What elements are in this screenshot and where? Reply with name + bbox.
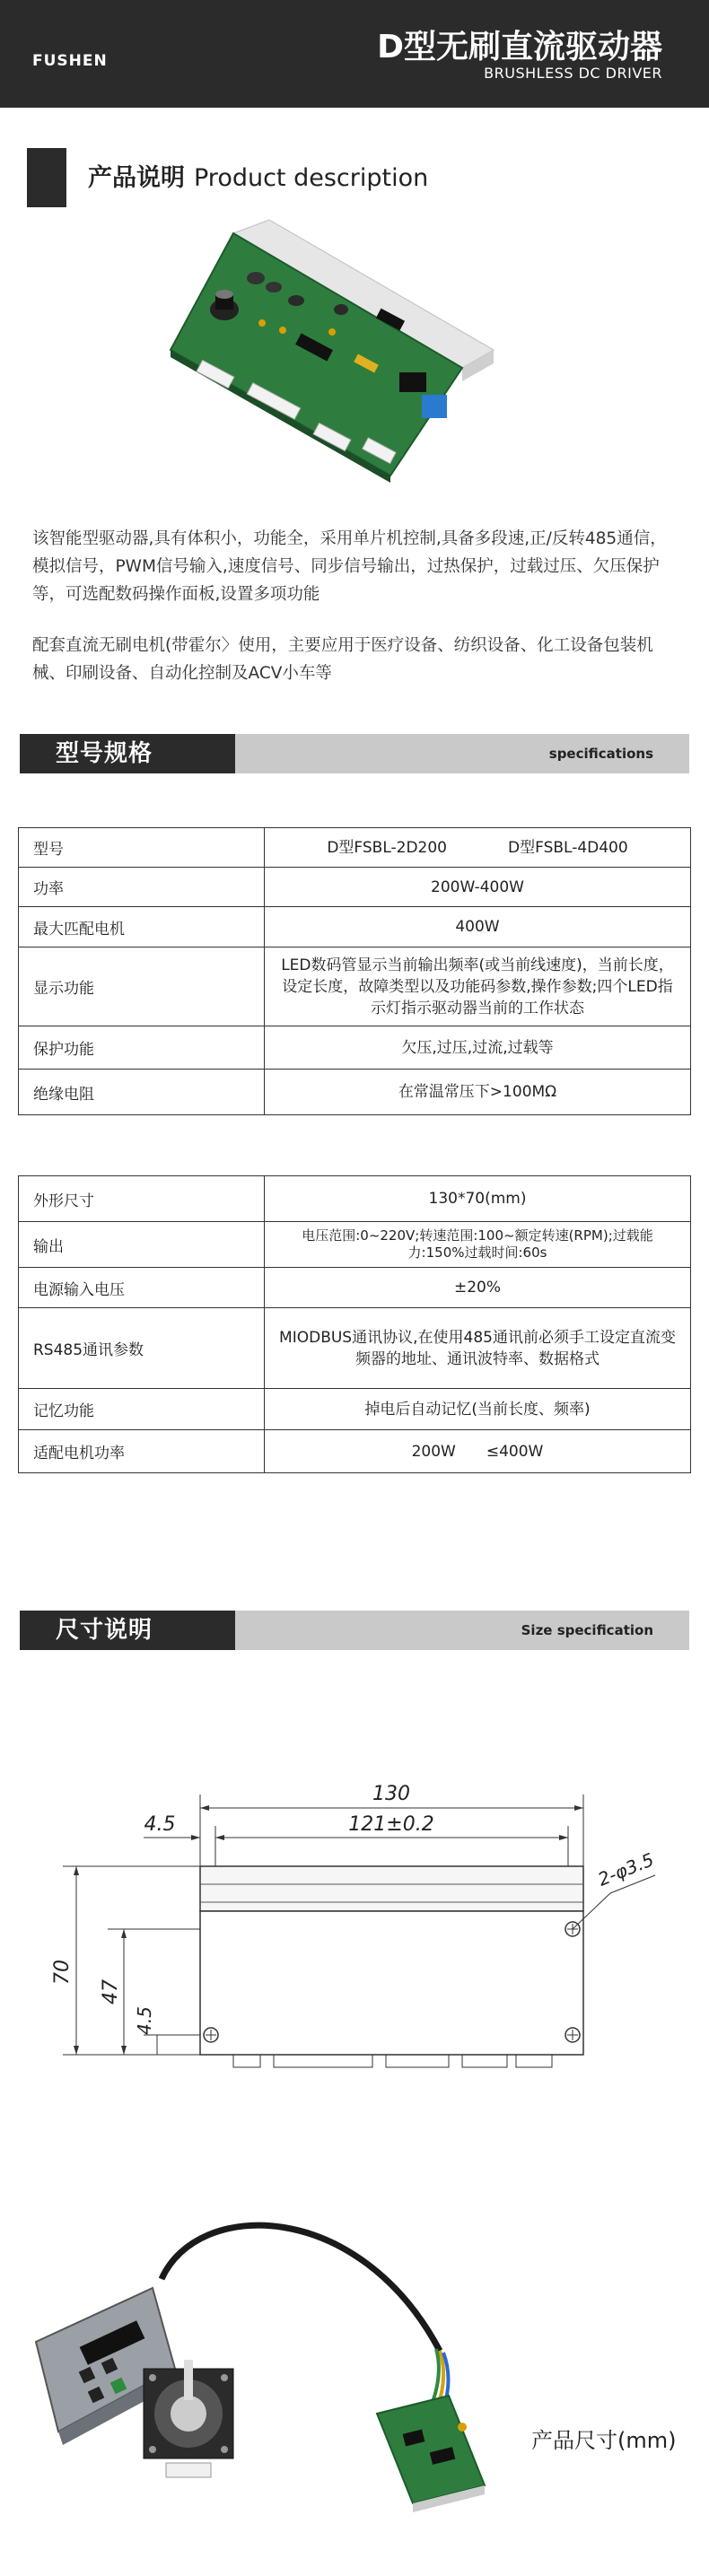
spec-table-2 (18, 1175, 691, 1473)
dim-hole-spacing: 121±0.2 (348, 1813, 434, 1836)
spec-key: 记忆功能 (19, 1389, 265, 1430)
table-row (19, 828, 691, 868)
page-subtitle: BRUSHLESS DC DRIVER (484, 65, 662, 82)
table-row (19, 1389, 691, 1430)
spec-value: 200W-400W (265, 868, 691, 907)
table-row (19, 1308, 691, 1389)
driver-board-image (162, 215, 503, 485)
spec-key: 适配电机功率 (19, 1430, 265, 1473)
table-row (19, 1222, 691, 1268)
table-row (19, 1430, 691, 1473)
spec-key: 输出 (19, 1222, 265, 1268)
spec-section-title-en: specifications (548, 746, 653, 762)
spec-key: 显示功能 (19, 947, 265, 1026)
dim-total-width: 130 (372, 1783, 410, 1805)
spec-key: 型号 (19, 828, 265, 868)
dim-height: 70 (51, 1960, 74, 1985)
spec-key: 最大匹配电机 (19, 907, 265, 947)
spec-value: LED数码管显示当前输出频率(或当前线速度)，当前长度，设定长度，故障类型以及功能码参数,操作参数;四个LED指示灯指示驱动器当前的工作状态 (265, 947, 691, 1026)
spec-key: 外形尺寸 (19, 1176, 265, 1222)
table-row (19, 947, 691, 1026)
table-row (19, 907, 691, 947)
spec-value: 200W ≤400W (265, 1430, 691, 1473)
dimension-drawing (51, 1759, 664, 2082)
dim-hole-height: 47 (100, 1979, 122, 2004)
spec-key: 保护功能 (19, 1026, 265, 1070)
spec-key: 功率 (19, 868, 265, 907)
product-description-paragraph-1: 该智能型驱动器,具有体积小，功能全，采用单片机控制,具备多段速,正/反转485通信，模拟信号，PWM信号输入,速度信号、同步信号输出，过热保护，过载过压、欠压保护等，可选配数码操作面板,设置多项功能 (32, 529, 667, 604)
table-row (19, 1070, 691, 1115)
spec-key: RS485通讯参数 (19, 1308, 265, 1389)
table-row (19, 868, 691, 907)
spec-value: MIODBUS通讯协议,在使用485通讯前必须手工设定直流变频器的地址、通讯波特率、数据格式 (265, 1308, 691, 1389)
spec-value: 掉电后自动记忆(当前长度、频率) (265, 1389, 691, 1430)
spec-section-title-cn: 型号规格 (20, 734, 235, 773)
product-description-title-en: Product description (194, 164, 429, 192)
size-section-title-cn: 尺寸说明 (20, 1611, 235, 1650)
table-row (19, 1268, 691, 1308)
spec-section-bar (20, 734, 689, 773)
product-combo-image (18, 2189, 521, 2566)
product-description-paragraph-2: 配套直流无刷电机(带霍尔〉使用，主要应用于医疗设备、纺织设备、化工设备包装机械、印刷设备、自动化控制及ACV小车等 (32, 636, 653, 683)
dim-hole-label: 2-φ3.5 (594, 1848, 657, 1891)
size-section-bar (20, 1611, 689, 1650)
spec-value: 130*70(mm) (265, 1176, 691, 1222)
product-description-heading (88, 158, 428, 193)
spec-value: ±20% (265, 1268, 691, 1308)
spec-value: 欠压,过压,过流,过载等 (265, 1026, 691, 1070)
spec-key: 绝缘电阻 (19, 1070, 265, 1115)
brand-logo-text: FUSHEN (32, 52, 108, 70)
spec-table-1 (18, 827, 691, 1115)
spec-value: D型FSBL-2D200 D型FSBL-4D400 (265, 828, 691, 868)
page-title: D型无刷直流驱动器 (377, 29, 662, 65)
table-row (19, 1026, 691, 1070)
spec-value: 400W (265, 907, 691, 947)
section-accent-bar (27, 148, 66, 207)
product-description-title-cn: 产品说明 (88, 164, 185, 192)
spec-value: 电压范围:0~220V;转速范围:100~额定转速(RPM);过载能力:150%过载时间:60s (265, 1222, 691, 1268)
dim-offset: 4.5 (144, 1813, 176, 1836)
spec-value: 在常温常压下>100MΩ (265, 1070, 691, 1115)
spec-key: 电源输入电压 (19, 1268, 265, 1308)
dim-bottom-offset: 4.5 (134, 2006, 155, 2035)
size-section-title-en: Size specification (521, 1622, 653, 1638)
size-caption: 产品尺寸(mm) (531, 2428, 677, 2453)
table-row (19, 1176, 691, 1222)
